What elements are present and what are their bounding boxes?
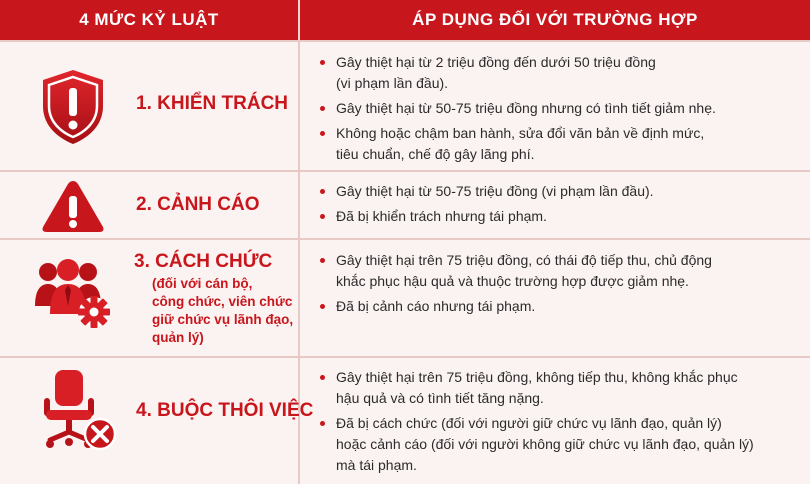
shield-exclamation-icon	[40, 68, 106, 146]
level-cell	[0, 42, 300, 170]
level-note-line: công chức, viên chức	[152, 294, 293, 309]
level-title: 3. CÁCH CHỨC	[134, 251, 273, 272]
level-row-reprimand	[0, 40, 810, 170]
list-item: Đã bị cách chức (đối với người giữ chức vụ lãnh đạo, quản lý) hoặc cảnh cáo (đối với người không giữ chức vụ lãnh đạo, quản lý) mà tái phạm.	[314, 413, 800, 476]
level-row-dismissal	[0, 238, 810, 356]
list-item: Gây thiệt hại trên 75 triệu đồng, có thái độ tiếp thu, chủ động khắc phục hậu quả và thuộc trường hợp được giảm nhẹ.	[314, 250, 800, 292]
office-chair-x-icon	[38, 368, 116, 454]
case-list	[314, 181, 800, 231]
level-note-line: quản lý)	[152, 330, 204, 345]
list-item: Đã bị khiển trách nhưng tái phạm.	[314, 206, 800, 227]
list-item: Gây thiệt hại trên 75 triệu đồng, không tiếp thu, không khắc phục hậu quả và có tình tiết tăng nặng.	[314, 367, 800, 409]
list-item: Gây thiệt hại từ 50-75 triệu đồng nhưng có tình tiết giảm nhẹ.	[314, 98, 800, 119]
cases-cell	[300, 358, 810, 484]
level-title: 1. KHIỂN TRÁCH	[136, 93, 289, 114]
level-note-line: (đối với cán bộ,	[152, 276, 253, 291]
level-cell	[0, 240, 300, 356]
level-cell	[0, 358, 314, 484]
case-list	[314, 367, 800, 480]
header-cases: ÁP DỤNG ĐỐI VỚI TRƯỜNG HỢP	[412, 10, 698, 29]
list-item: Gây thiệt hại từ 50-75 triệu đồng (vi phạm lần đầu).	[314, 181, 800, 202]
cases-cell	[300, 240, 810, 356]
level-title: 2. CẢNH CÁO	[136, 194, 260, 215]
list-item: Không hoặc chậm ban hành, sửa đổi văn bản về định mức, tiêu chuẩn, chế độ gây lãng phí.	[314, 123, 800, 165]
cases-cell	[300, 172, 810, 238]
cases-cell	[300, 42, 810, 170]
case-list	[314, 250, 800, 321]
level-cell	[0, 172, 300, 238]
level-title: 4. BUỘC THÔI VIỆC	[136, 400, 314, 421]
level-note	[152, 275, 293, 347]
table-header	[0, 0, 810, 40]
people-gear-icon	[34, 254, 116, 334]
level-row-warning	[0, 170, 810, 238]
header-levels: 4 MỨC KỶ LUẬT	[0, 0, 300, 40]
list-item: Gây thiệt hại từ 2 triệu đồng đến dưới 50 triệu đồng (vi phạm lần đầu).	[314, 52, 800, 94]
warning-triangle-icon	[40, 178, 106, 234]
level-note-line: giữ chức vụ lãnh đạo,	[152, 312, 294, 327]
list-item: Đã bị cảnh cáo nhưng tái phạm.	[314, 296, 800, 317]
level-row-termination	[0, 356, 810, 484]
case-list	[314, 52, 800, 169]
